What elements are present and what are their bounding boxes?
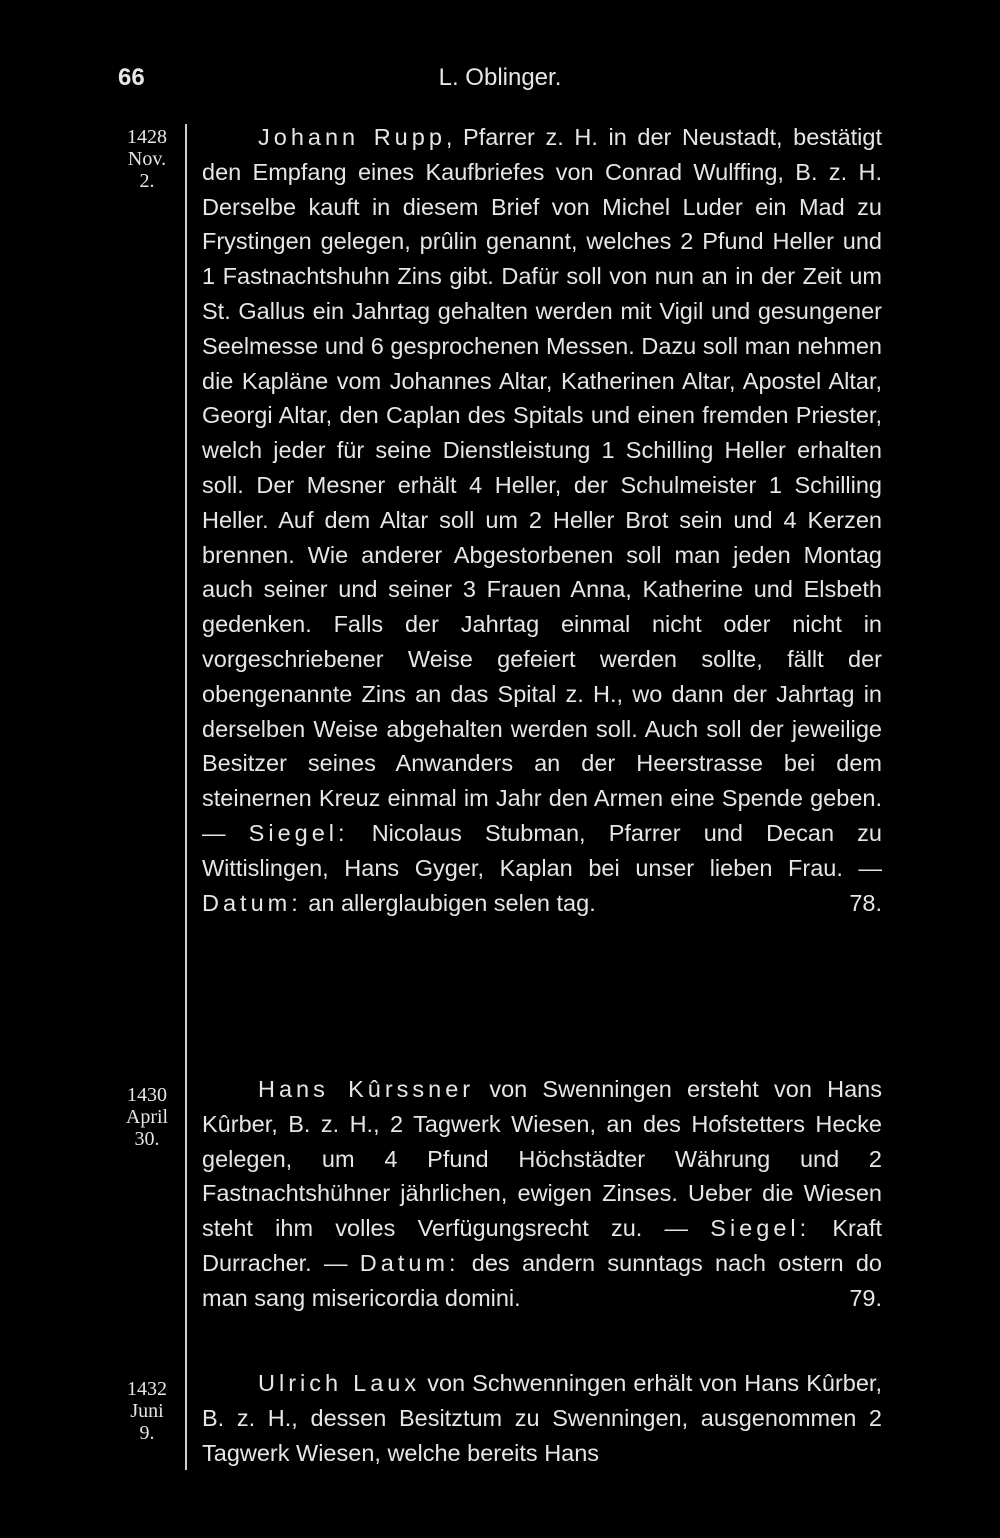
entry-text: von Swenningen ersteht von Hans Kûrber, B. z. H., 2 Tagwerk Wiesen, an des Hofstetters Hecke gelegen, um 4 Pfund Höchstädter Währung und 2 Fastnachtshühner jährlichen, ewigen Zinses. Ueber die Wiesen steht ihm volles Verfügungsrecht zu. — [202, 1076, 882, 1242]
entry-name: Hans Kûrssner [258, 1076, 475, 1102]
entry-date-month: Nov. [127, 148, 167, 170]
page-number: 66 [118, 64, 145, 91]
entry-date-79 [108, 1084, 186, 1150]
entry-number: 78. [849, 889, 882, 916]
entry-date-year: 1428 [127, 126, 167, 148]
seal-label: Siegel: [710, 1215, 811, 1242]
entry-number: 79. [849, 1284, 882, 1311]
entry-date-month: Juni [130, 1400, 164, 1422]
datum-label: Datum: [359, 1249, 460, 1276]
entry-date-80 [108, 1378, 186, 1444]
entry-date-78 [108, 126, 186, 192]
entry-text: von Schwenningen erhält von Hans Kûrber, B. z. H., dessen Besitztum zu Swenningen, ausgenommen 2 Tagwerk Wiesen, welche bereits Hans [202, 1370, 882, 1466]
entry-text: , Pfarrer z. H. in der Neustadt, bestätigt den Empfang eines Kaufbriefes von Conrad Wulffing, B. z. H. Derselbe kauft in diesem Brief von Michel Luder ein Mad zu Frystingen gelegen, prûlin genannt, welches 2 Pfund Heller und 1 Fastnachtshuhn Zins gibt. Dafür soll von nun an in der Zeit um St. Gallus ein Jahrtag gehalten werden mit Vigil und gesungener Seelmesse und 6 gesprochenen Messen. Dazu soll man nehmen die Kapläne vom Johannes Altar, Katherinen Altar, Apostel Altar, Georgi Altar, den Caplan des Spitals und einen fremden Priester, welch jeder für seine Dienstleistung 1 Schilling Heller erhalten soll. Der Mesner erhält 4 Heller, der Schulmeister 1 Schilling Heller. Auf dem Altar soll um 2 Heller Brot sein und 4 Kerzen brennen. Wie anderer Abgestorbenen soll man jeden Montag auch seiner und seiner 3 Frauen Anna, Katherine und Elsbeth gedenken. Falls der Jahrtag einmal nicht oder nicht in vorgeschriebener Weise gefeiert werden sollte, fällt der obengenannte Zins an das Spital z. H., wo dann der Jahrtag in derselben Weise abgehalten werden soll. Auch soll der jeweilige Besitzer seines Anwanders an der Heerstrasse bei dem steinernen Kreuz einmal im Jahr den Armen eine Spende geben. — [202, 124, 882, 846]
entry-name: Ulrich Laux [258, 1370, 421, 1396]
running-head: L. Oblinger. [438, 64, 562, 91]
entry-date-day: 9. [139, 1422, 155, 1444]
seal-text: Kraft Durracher. — [202, 1215, 882, 1276]
entry-date-year: 1432 [127, 1378, 167, 1400]
entry-date-day: 30. [134, 1128, 160, 1150]
entry-date-day: 2. [139, 170, 155, 192]
seal-text: Nicolaus Stubman, Pfarrer und Decan zu Wittislingen, Hans Gyger, Kaplan bei unser lieben Frau. — [202, 819, 882, 881]
datum-text: an allerglaubigen selen tag. [301, 889, 596, 916]
datum-text: des andern sunntags nach ostern do man sang misericordia domini. [202, 1249, 882, 1311]
margin-rule [185, 124, 187, 1470]
entry-79 [202, 1072, 882, 1316]
entry-78 [202, 120, 882, 920]
entry-80 [202, 1366, 882, 1470]
entry-name: Johann Rupp [258, 124, 446, 150]
entry-date-year: 1430 [127, 1084, 167, 1106]
seal-label: Siegel: [248, 819, 349, 846]
datum-label: Datum: [202, 889, 302, 916]
entry-date-month: April [125, 1106, 169, 1128]
